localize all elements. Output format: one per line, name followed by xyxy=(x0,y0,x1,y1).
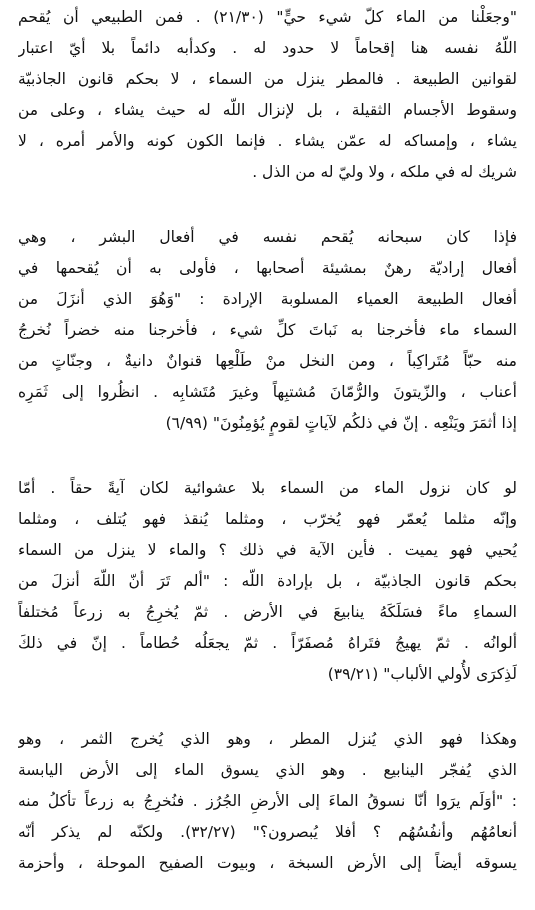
text-line: أعناب ، والزّيتونَ والرُّمّانَ مُشتبِهاً وغيرَ مُتَشابِه . انظُروا إلى ثَمَرِه xyxy=(18,383,517,401)
text-line: منه حبّاً مُتَراكِباً ، ومن النخل منْ طَلْعِها قنوانٌ دانيةٌ ، وجنّاتٍ من xyxy=(18,352,517,370)
text-line: الذي يُفجّر الينابيع . وهو الذي يسوق الماء إلى الأرض اليابسة xyxy=(18,761,517,779)
text-line: لَذِكرَى لأُولي الألباب" (٣٩/٢١) xyxy=(327,665,517,683)
text-line: السماء ماء فأخرجنا به نَباتَ كلِّ شيء ، فأخرجنا منه خضراً نُخرجُ xyxy=(18,321,517,339)
text-line: بحكم قانون الجاذبيّة ، بل بإرادة اللّه : "ألم تَرَ أنّ اللّهَ أنزلَ من xyxy=(18,572,517,590)
paragraph-gap xyxy=(18,690,517,724)
paragraph-2 xyxy=(18,222,517,439)
text-line: فإذا كان سبحانه يُقحم نفسه في أفعال البشر ، وهي xyxy=(18,228,517,246)
text-line: : "أوَلَم يرَوا أنّا نسوقُ الماءَ إلى الأرضِ الجُرُز . فنُخرِجُ به زرعاً تأكلُ منه xyxy=(18,792,517,810)
text-line: يسوقه أيضاً إلى الأرض السبخة ، وبيوت الصفيح الموحلة ، وأحزمة xyxy=(18,854,517,872)
text-line: إذا أثمَرَ ويَنْعِه . إنّ في ذلكُم لآياتٍ لقومٍ يُؤمِنُونَ" (٦/٩٩) xyxy=(165,414,517,432)
text-line: أفعال إراديّة رهنٌ بمشيئة أصحابها ، فأولى به أن يُقحمها في xyxy=(18,259,517,277)
text-line: السماءِ ماءً فسَلَكَهُ ينابيعَ في الأرض . ثمّ يُخرِجُ به زرعاً مُختلفاً xyxy=(18,603,517,621)
text-line: وإنّه مثلما يُعمّر فهو يُخرّب ، ومثلما يُنقذ فهو يُتلف ، ومثلما xyxy=(18,510,517,528)
text-line: لو كان نزول الماء من السماء بلا عشوائية لكان آيةً حقاً . أمّا xyxy=(18,479,517,497)
text-line: ألوانُه . ثمّ يهيجُ فتَراهُ مُصفَرّاً . ثمّ يجعَلُه حُطاماً . إنّ في ذلكَ xyxy=(18,634,517,652)
text-line: وهكذا فهو الذي يُنزل المطر ، وهو الذي يُخرج الثمر ، وهو xyxy=(18,730,517,748)
paragraph-gap xyxy=(18,188,517,222)
paragraph-gap xyxy=(18,439,517,473)
paragraph-3 xyxy=(18,473,517,690)
paragraph-4 xyxy=(18,724,517,879)
text-line: أنعامُهُم وأنفُسُهُم ؟ أفلا يُبصرون؟" (٣٢/٢٧). ولكنّه لم يذكر أنّه xyxy=(18,823,517,841)
text-line: وسقوط الأجسام الثقيلة ، بل لإنزال اللّه له حيث يشاء ، وعلى من xyxy=(18,101,517,119)
text-line: يُحيي فهو يميت . فأين الآية في ذلك ؟ والماء لا ينزل من السماء xyxy=(18,541,517,559)
text-line: يشاء ، وإمساكه له عمّن يشاء . فإنما الكون كونه والأمر أمره ، لا xyxy=(18,132,517,150)
text-line: لقوانين الطبيعة . فالمطر ينزل من السماء ، لا بحكم قانون الجاذبيّة xyxy=(18,70,517,88)
text-line: "وجعَلْنا من الماء كلّ شيء حيٍّ" (٢١/٣٠) . فمن الطبيعي أن يُقحم xyxy=(18,8,517,26)
text-line: اللّهُ نفسه هنا إقحاماً لا حدود له . وكدأبه دائماً بلا أيّ اعتبار xyxy=(18,39,517,57)
paragraph-1 xyxy=(18,2,517,188)
text-line: أفعال الطبيعة العمياء المسلوبة الإرادة : "وَهُوَ الذي أنزَلَ من xyxy=(18,290,517,308)
text-line: شريك له في ملكه ، ولا وليّ له من الذل . xyxy=(252,163,517,181)
